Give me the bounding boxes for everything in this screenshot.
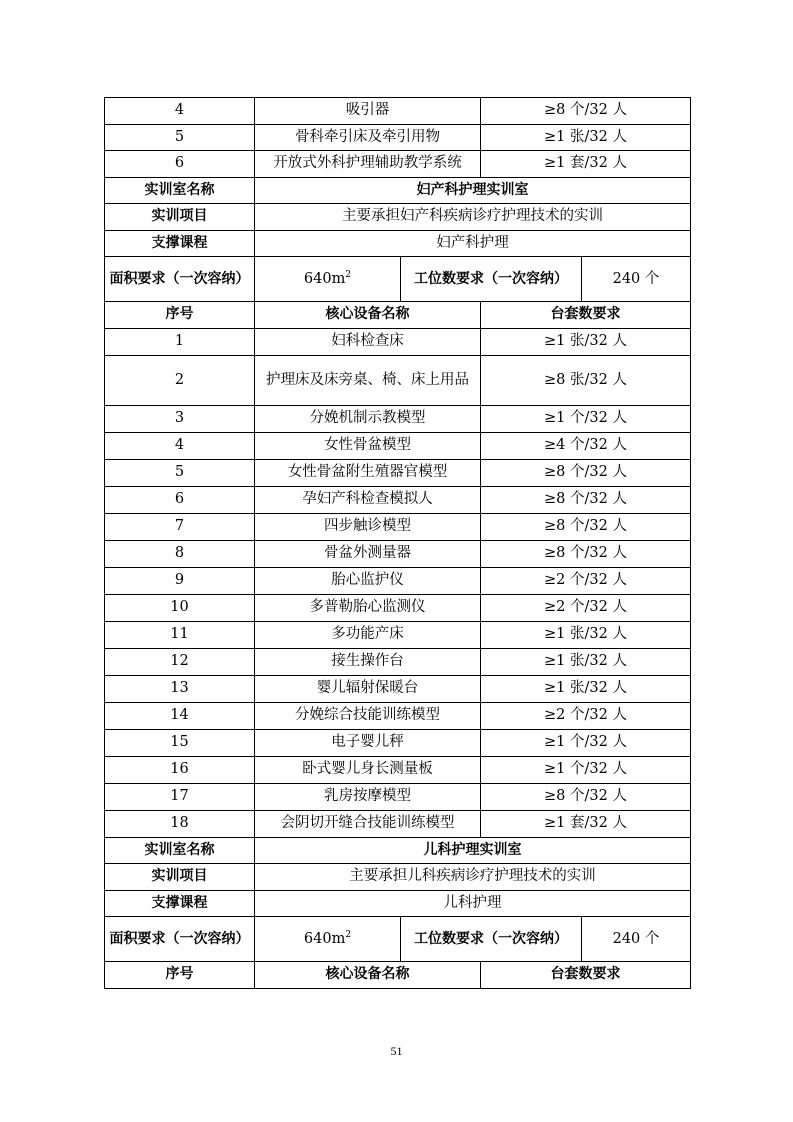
item-number: 4	[105, 432, 255, 459]
item-name: 吸引器	[255, 98, 481, 125]
table-row	[105, 783, 691, 810]
item-number: 1	[105, 328, 255, 355]
room-name-row	[105, 837, 691, 864]
room-course-row	[105, 890, 691, 917]
item-name: 女性骨盆附生殖器官模型	[255, 459, 481, 486]
equipment-table	[104, 97, 691, 989]
item-name: 开放式外科护理辅助教学系统	[255, 151, 481, 178]
course-label: 支撑课程	[105, 230, 255, 257]
room-course-row	[105, 230, 691, 257]
item-requirement: ≥8 个/32 人	[481, 459, 691, 486]
item-requirement: ≥1 个/32 人	[481, 729, 691, 756]
item-name: 接生操作台	[255, 648, 481, 675]
area-label: 面积要求（一次容纳）	[105, 917, 255, 962]
table-row	[105, 567, 691, 594]
item-name: 骨科牵引床及牵引用物	[255, 124, 481, 151]
project-label: 实训项目	[105, 204, 255, 231]
area-value	[255, 257, 401, 302]
item-requirement: ≥1 张/32 人	[481, 648, 691, 675]
item-number: 5	[105, 124, 255, 151]
area-label: 面积要求（一次容纳）	[105, 257, 255, 302]
table-row	[105, 486, 691, 513]
station-label: 工位数要求（一次容纳）	[401, 917, 582, 962]
project-text: 主要承担儿科疾病诊疗护理技术的实训	[255, 864, 691, 891]
page-number: 51	[390, 1044, 403, 1058]
item-number: 3	[105, 405, 255, 432]
item-number: 6	[105, 486, 255, 513]
project-label: 实训项目	[105, 864, 255, 891]
column-header-row	[105, 302, 691, 329]
item-name: 骨盆外测量器	[255, 540, 481, 567]
item-requirement: ≥2 个/32 人	[481, 567, 691, 594]
item-name: 婴儿辐射保暖台	[255, 675, 481, 702]
item-number: 6	[105, 151, 255, 178]
table-row	[105, 702, 691, 729]
room-name: 妇产科护理实训室	[255, 177, 691, 204]
item-requirement: ≥8 个/32 人	[481, 98, 691, 125]
item-number: 14	[105, 702, 255, 729]
room-name: 儿科护理实训室	[255, 837, 691, 864]
item-requirement: ≥8 个/32 人	[481, 783, 691, 810]
item-requirement: ≥4 个/32 人	[481, 432, 691, 459]
item-requirement: ≥1 个/32 人	[481, 405, 691, 432]
item-number: 2	[105, 355, 255, 405]
room-area-row	[105, 917, 691, 962]
item-number: 5	[105, 459, 255, 486]
table-row	[105, 594, 691, 621]
table-row	[105, 328, 691, 355]
course-text: 妇产科护理	[255, 230, 691, 257]
course-text: 儿科护理	[255, 890, 691, 917]
column-header-equipment: 核心设备名称	[255, 962, 481, 989]
table-row	[105, 124, 691, 151]
area-number: 640m	[303, 270, 346, 287]
item-requirement: ≥8 张/32 人	[481, 355, 691, 405]
area-superscript: 2	[345, 269, 352, 280]
item-name: 四步触诊模型	[255, 513, 481, 540]
column-header-requirement: 台套数要求	[481, 962, 691, 989]
item-number: 11	[105, 621, 255, 648]
item-requirement: ≥2 个/32 人	[481, 702, 691, 729]
item-requirement: ≥1 张/32 人	[481, 124, 691, 151]
table-row	[105, 756, 691, 783]
item-number: 16	[105, 756, 255, 783]
item-requirement: ≥8 个/32 人	[481, 486, 691, 513]
table-row	[105, 405, 691, 432]
item-name: 电子婴儿秤	[255, 729, 481, 756]
project-text: 主要承担妇产科疾病诊疗护理技术的实训	[255, 204, 691, 231]
room-project-row	[105, 864, 691, 891]
item-name: 多功能产床	[255, 621, 481, 648]
room-area-row	[105, 257, 691, 302]
item-number: 17	[105, 783, 255, 810]
column-header-number: 序号	[105, 962, 255, 989]
station-label: 工位数要求（一次容纳）	[401, 257, 582, 302]
item-number: 9	[105, 567, 255, 594]
item-name: 妇科检查床	[255, 328, 481, 355]
area-value	[255, 917, 401, 962]
room-name-row	[105, 177, 691, 204]
item-number: 10	[105, 594, 255, 621]
item-requirement: ≥1 个/32 人	[481, 756, 691, 783]
table-row	[105, 810, 691, 837]
item-requirement: ≥8 个/32 人	[481, 513, 691, 540]
column-header-equipment: 核心设备名称	[255, 302, 481, 329]
item-name: 孕妇产科检查模拟人	[255, 486, 481, 513]
table-row	[105, 459, 691, 486]
station-value: 240 个	[582, 917, 691, 962]
column-header-number: 序号	[105, 302, 255, 329]
item-name: 胎心监护仪	[255, 567, 481, 594]
table-row	[105, 355, 691, 405]
item-name: 多普勒胎心监测仪	[255, 594, 481, 621]
item-name: 卧式婴儿身长测量板	[255, 756, 481, 783]
item-number: 12	[105, 648, 255, 675]
table-row	[105, 621, 691, 648]
item-name: 分娩机制示教模型	[255, 405, 481, 432]
item-name: 分娩综合技能训练模型	[255, 702, 481, 729]
table-row	[105, 729, 691, 756]
table-row	[105, 513, 691, 540]
item-number: 4	[105, 98, 255, 125]
area-superscript: 2	[345, 929, 352, 940]
item-name: 女性骨盆模型	[255, 432, 481, 459]
room-name-label: 实训室名称	[105, 837, 255, 864]
column-header-requirement: 台套数要求	[481, 302, 691, 329]
room-project-row	[105, 204, 691, 231]
item-name: 护理床及床旁桌、椅、床上用品	[255, 355, 481, 405]
item-requirement: ≥2 个/32 人	[481, 594, 691, 621]
course-label: 支撑课程	[105, 890, 255, 917]
table-row	[105, 98, 691, 125]
item-number: 13	[105, 675, 255, 702]
room-name-label: 实训室名称	[105, 177, 255, 204]
item-requirement: ≥8 个/32 人	[481, 540, 691, 567]
table-row	[105, 675, 691, 702]
item-requirement: ≥1 张/32 人	[481, 675, 691, 702]
area-number: 640m	[303, 930, 346, 947]
table-row	[105, 540, 691, 567]
item-number: 7	[105, 513, 255, 540]
item-requirement: ≥1 张/32 人	[481, 328, 691, 355]
item-number: 18	[105, 810, 255, 837]
table-row	[105, 648, 691, 675]
item-requirement: ≥1 张/32 人	[481, 621, 691, 648]
item-name: 会阴切开缝合技能训练模型	[255, 810, 481, 837]
item-number: 15	[105, 729, 255, 756]
item-number: 8	[105, 540, 255, 567]
station-value: 240 个	[582, 257, 691, 302]
column-header-row	[105, 962, 691, 989]
table-row	[105, 151, 691, 178]
item-requirement: ≥1 套/32 人	[481, 810, 691, 837]
item-requirement: ≥1 套/32 人	[481, 151, 691, 178]
table-row	[105, 432, 691, 459]
item-name: 乳房按摩模型	[255, 783, 481, 810]
